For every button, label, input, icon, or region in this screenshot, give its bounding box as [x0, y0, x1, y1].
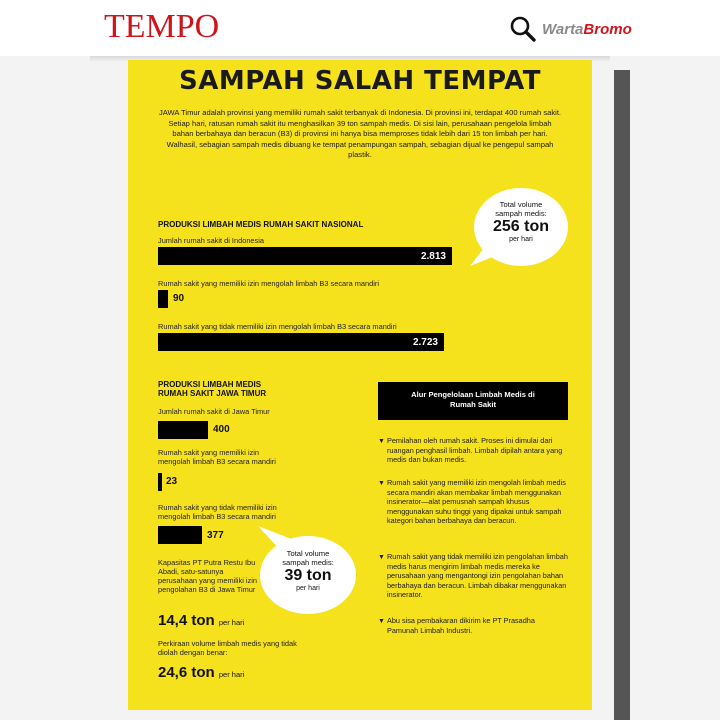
national-value-unlicensed: 2.723	[412, 336, 438, 348]
jatim-value-unlicensed: 377	[207, 530, 224, 541]
page-edge-shadow	[614, 70, 630, 720]
jatim-total-value: 39 ton	[284, 567, 332, 584]
poster-title: SAMPAH SALAH TEMPAT	[178, 66, 542, 96]
intro-paragraph: JAWA Timur adalah provinsi yang memiliki rumah sakit terbanyak di Indonesia. Di provinsi ini, terdapat 400 rumah sakit. Setiap hari, ratusan rumah sakit itu menghasilkan 39 ton sampah medis. Di sisi lain, perusahaan pengelola limbah bahan berbahaya dan beracun (B3) di provinsi ini hanya bisa memproses tidak lebih dari 15 ton limbah per hari. Walhasil, sebagian sampah medis dibuang ke tempat penampungan sampah, sebagian dijual ke pengepul sampah plastik.	[158, 108, 562, 159]
jatim-label-unlicensed: Rumah sakit yang tidak memiliki izin mengolah limbah B3 secara mandiri	[158, 503, 277, 521]
national-total-value: 256 ton	[492, 218, 549, 235]
national-bar-licensed	[158, 290, 168, 308]
jatim-bar-total	[158, 421, 208, 439]
national-label-total: Jumlah rumah sakit di Indonesia	[158, 236, 264, 245]
flow-step-4: ▼ Abu sisa pembakaran dikirim ke PT Prasadha Pamunah Limbah Industri.	[378, 616, 535, 635]
national-bar-unlicensed	[158, 333, 444, 351]
magnifier-icon	[508, 14, 538, 44]
capacity-value: 14,4 ton per hari	[158, 612, 245, 629]
tempo-logo[interactable]: TEMPO	[104, 8, 220, 45]
triangle-down-icon: ▼	[378, 480, 385, 487]
flow-step-2: ▼ Rumah sakit yang memiliki izin mengolah limbah medis secara mandiri akan membakar limbah menggunakan insinerator—alat pemusnah sampah khusus menggunakan suhu tinggi yang dipakai untuk sampah kategori bahan berbahaya dan beracun.	[378, 478, 566, 526]
top-header	[0, 0, 720, 56]
flow-step-1: ▼ Pemilahan oleh rumah sakit. Proses ini dimulai dari ruangan penghasil limbah. Limbah dipilah antara yang medis dan bukan medis.	[378, 436, 563, 465]
national-label-unlicensed: Rumah sakit yang tidak memiliki izin mengolah limbah B3 secara mandiri	[158, 322, 397, 331]
unprocessed-value: 24,6 ton per hari	[158, 664, 245, 681]
national-label-licensed: Rumah sakit yang memiliki izin mengolah limbah B3 secara mandiri	[158, 279, 379, 288]
national-total-bubble: Total volume sampah medis: 256 ton per hari	[474, 188, 568, 266]
unprocessed-label: Perkiraan volume limbah medis yang tidak diolah dengan benar:	[158, 639, 297, 657]
jatim-bar-licensed	[158, 473, 162, 491]
wartabromo-watermark	[508, 14, 632, 44]
triangle-down-icon: ▼	[378, 554, 385, 561]
infographic-poster	[128, 60, 592, 710]
jatim-value-licensed: 23	[166, 476, 178, 487]
triangle-down-icon: ▼	[378, 438, 385, 445]
national-heading: PRODUKSI LIMBAH MEDIS RUMAH SAKIT NASIONAL	[158, 220, 364, 229]
jatim-value-total: 400	[213, 424, 230, 435]
national-value-total: 2.813	[420, 250, 446, 262]
jatim-label-licensed: Rumah sakit yang memiliki izin mengolah limbah B3 secara mandiri	[158, 448, 276, 466]
flow-step-3: ▼ Rumah sakit yang tidak memiliki izin pengolahan limbah medis harus mengirim limbah medis mereka ke perusahaan yang mengantongi izin pengolahan bahan berbahaya dan beracun. Limbah dibakar menggunakan insinerator.	[378, 552, 568, 600]
national-value-licensed: 90	[173, 293, 185, 304]
wartabromo-text: WartaBromo	[542, 20, 632, 38]
jatim-bar-unlicensed	[158, 526, 202, 544]
capacity-label: Kapasitas PT Putra Restu Ibu Abadi, satu-satunya perusahaan yang memiliki izin pengolahan B3 di Jawa Timur	[158, 558, 258, 594]
national-bar-total	[158, 247, 452, 265]
jatim-total-bubble: Total volume sampah medis: 39 ton per hari	[260, 536, 356, 614]
flow-title-box: Alur Pengelolaan Limbah Medis di Rumah Sakit	[378, 382, 568, 420]
jatim-label-total: Jumlah rumah sakit di Jawa Timur	[158, 407, 270, 416]
triangle-down-icon: ▼	[378, 618, 385, 625]
jatim-heading: PRODUKSI LIMBAH MEDIS RUMAH SAKIT JAWA TIMUR	[158, 380, 267, 398]
